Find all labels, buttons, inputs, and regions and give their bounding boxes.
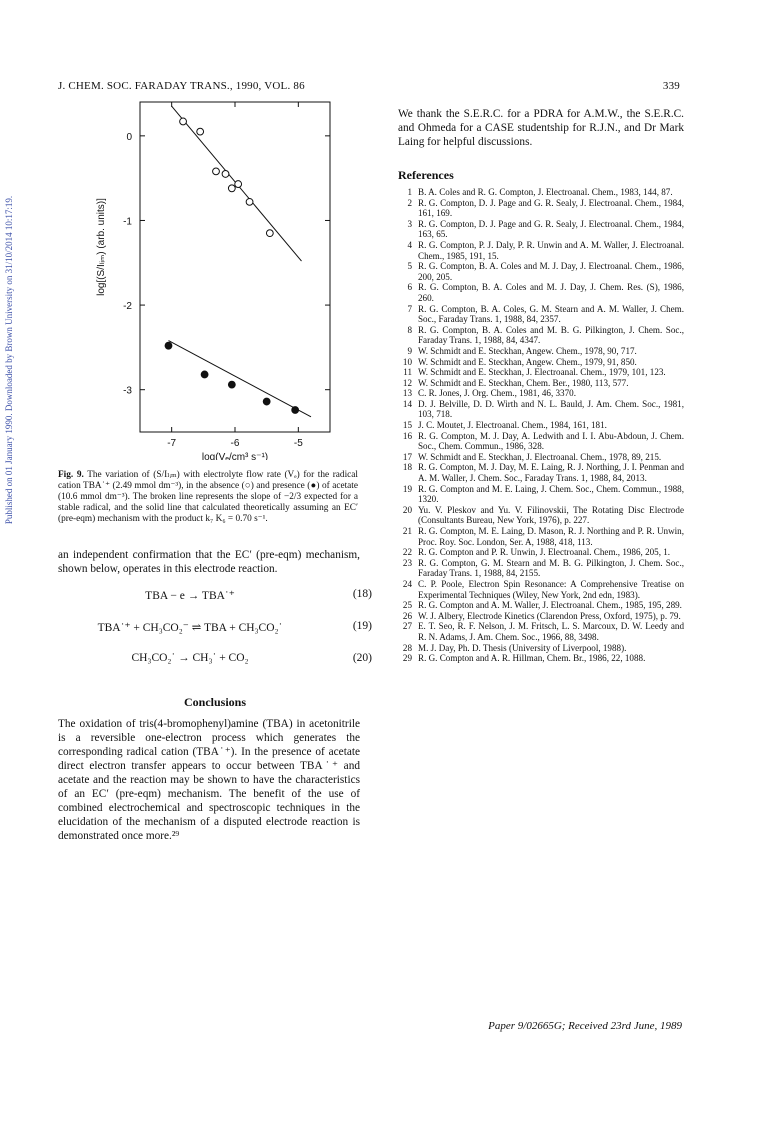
- reference-number: 1: [407, 187, 412, 197]
- caption-label: Fig. 9.: [58, 470, 84, 480]
- reference-text: R. G. Compton, D. J. Page and G. R. Sealy, J. Electroanal. Chem., 1984, 161, 169.: [418, 197, 684, 219]
- reference-item: [398, 611, 684, 622]
- reference-text: R. G. Compton and A. M. Waller, J. Electroanal. Chem., 1985, 195, 289.: [418, 600, 682, 611]
- reference-item: [398, 431, 684, 452]
- reference-item: [398, 579, 684, 600]
- reference-item: [398, 558, 684, 579]
- reference-text: C. P. Poole, Electron Spin Resonance: A Comprehensive Treatise on Experimental Techniques (Wiley, New York, 2nd edn, 1983).: [418, 578, 684, 600]
- reference-text: Yu. V. Pleskov and Yu. V. Filinovskii, The Rotating Disc Electrode (Consultants Bureau, New York, 1976), p. 227.: [418, 504, 684, 526]
- reference-item: [398, 621, 684, 642]
- equation-19: [58, 620, 372, 636]
- reference-text: W. J. Albery, Electrode Kinetics (Clarendon Press, Oxford, 1975), p. 79.: [418, 610, 681, 621]
- data-point-open: [266, 230, 273, 237]
- reference-item: [398, 505, 684, 526]
- reference-number: 16: [402, 430, 412, 441]
- reference-number: 12: [402, 377, 412, 388]
- reference-text: R. G. Compton, B. A. Coles and M. J. Day, J. Electroanal. Chem., 1986, 200, 205.: [418, 261, 684, 282]
- reference-item: [398, 346, 684, 357]
- reference-text: R. G. Compton, B. A. Coles and M. B. G. Pilkington, J. Chem. Soc., Faraday Trans. 1, 1988, 84, 4347.: [418, 324, 684, 346]
- reference-item: [398, 198, 684, 219]
- conclusions-text: The oxidation of tris(4-bromophenyl)amine (TBA) in acetonitrile is a reversible one-electron process which generates the corresponding radical cation (TBA˙⁺). In the presence of acetate direct electron transfer appears to occur between TBA˙⁺ and acetate and the reaction may be shown to have the characteristics of an EC′ (pre-eqm) mechanism. The benefit of the use of combined electrochemical and spectroscopic techniques in the elucidation of the mechanism of a disputed electrode reaction is demonstrated once more.²⁹: [58, 718, 360, 842]
- reference-list: [398, 187, 684, 664]
- equation-expr: CH₃CO₂˙ → CH₃˙ + CO₂: [131, 652, 249, 664]
- data-point-open: [197, 128, 204, 135]
- equation-number: (18): [352, 588, 372, 600]
- x-axis-label: log(Vₑ/cm³ s⁻¹): [201, 452, 269, 460]
- equation-expr: TBA˙⁺ + CH₃CO₂⁻ ⇌ TBA + CH₃CO₂˙: [97, 622, 283, 634]
- equation-20: [58, 652, 372, 668]
- figure-9: [90, 100, 350, 460]
- reference-number: 28: [402, 642, 412, 653]
- paper-received-line: Paper 9/02665G; Received 23rd June, 1989: [488, 1020, 682, 1032]
- data-point-filled: [201, 371, 208, 378]
- references-heading: References: [398, 168, 454, 182]
- reference-text: B. A. Coles and R. G. Compton, J. Electroanal. Chem., 1983, 144, 87.: [418, 187, 673, 197]
- reference-text: R. G. Compton, D. J. Page and G. R. Sealy, J. Electroanal. Chem., 1984, 163, 65.: [418, 218, 684, 240]
- reference-text: W. Schmidt and E. Steckhan, J. Electroanal. Chem., 1978, 89, 215.: [418, 451, 662, 462]
- reference-text: D. J. Belville, D. D. Wirth and N. L. Bauld, J. Am. Chem. Soc., 1981, 103, 718.: [418, 398, 684, 420]
- data-point-open: [180, 118, 187, 125]
- journal-title: J. CHEM. SOC. FARADAY TRANS., 1990, VOL. 86: [58, 80, 305, 92]
- y-tick-label: -1: [123, 216, 132, 228]
- reference-text: R. G. Compton, G. M. Stearn and M. B. G. Pilkington, J. Chem. Soc., Faraday Trans. 1, 1988, 84, 2155.: [418, 557, 684, 579]
- reference-item: [398, 653, 684, 664]
- reference-item: [398, 325, 684, 346]
- reference-text: R. G. Compton and A. R. Hillman, Chem. Br., 1986, 22, 1088.: [418, 653, 646, 664]
- reference-number: 24: [402, 578, 412, 589]
- x-tick-label: -5: [293, 438, 303, 449]
- fit-line: [169, 341, 312, 417]
- reference-number: 10: [402, 356, 412, 367]
- reference-number: 5: [407, 261, 412, 272]
- reference-number: 9: [407, 345, 412, 356]
- reference-text: C. R. Jones, J. Org. Chem., 1981, 46, 3370.: [418, 388, 576, 399]
- reference-item: [398, 282, 684, 303]
- y-tick-label: -3: [123, 385, 132, 397]
- reference-text: R. G. Compton and P. R. Unwin, J. Electroanal. Chem., 1986, 205, 1.: [418, 547, 671, 558]
- data-point-open: [228, 185, 235, 192]
- reference-number: 18: [402, 462, 412, 473]
- page-number: 339: [662, 80, 680, 92]
- reference-item: [398, 484, 684, 505]
- reference-item: [398, 240, 684, 261]
- reference-number: 25: [402, 600, 412, 611]
- download-watermark: [0, 0, 18, 1127]
- reference-number: 15: [402, 420, 412, 431]
- y-tick-label: 0: [126, 131, 132, 143]
- reference-number: 8: [407, 324, 412, 335]
- reference-number: 19: [402, 483, 412, 494]
- reference-item: [398, 388, 684, 399]
- reference-number: 23: [402, 557, 412, 568]
- caption-text: The variation of (S/Iₗᵢₘ) with electrolyte flow rate (Vₑ) for the radical cation TBA˙⁺ (2.49 mmol dm⁻³), in the absence (○) and presence (●) of acetate (10.6 mmol dm⁻³). The broken line represents the slope of −2/3 expected for a stable radical, and the solid line that calculated theoretically assuming an EC′ (pre-eqm) mechanism with the product k₇ K₆ = 0.70 s⁻¹.: [58, 470, 358, 524]
- acknowledgements: We thank the S.E.R.C. for a PDRA for A.M.W., the S.E.R.C. and Ohmeda for a CASE studentship for R.J.N., and Dr Mark Laing for helpful discussions.: [398, 108, 684, 148]
- reference-number: 11: [403, 367, 412, 378]
- data-point-open: [246, 198, 253, 205]
- reference-text: E. T. Seo, R. F. Nelson, J. M. Fritsch, L. S. Marcoux, D. W. Leedy and R. N. Adams, J. Am. Chem. Soc., 1966, 88, 3498.: [418, 621, 684, 642]
- reference-text: W. Schmidt and E. Steckhan, Chem. Ber., 1980, 113, 577.: [418, 377, 629, 388]
- reference-number: 3: [407, 218, 412, 229]
- equation-18: [58, 588, 372, 604]
- reference-item: [398, 378, 684, 389]
- reference-number: 27: [402, 621, 412, 632]
- reference-text: W. Schmidt and E. Steckhan, J. Electroanal. Chem., 1979, 101, 123.: [418, 367, 666, 378]
- x-tick-label: -6: [230, 438, 240, 449]
- reference-text: R. G. Compton, P. J. Daly, P. R. Unwin and A. M. Waller, J. Electroanal. Chem., 1985, 191, 15.: [418, 239, 684, 261]
- running-header: [58, 80, 680, 92]
- reference-item: [398, 304, 684, 325]
- reference-item: [398, 452, 684, 463]
- reference-text: W. Schmidt and E. Steckhan, Angew. Chem., 1978, 90, 717.: [418, 345, 637, 356]
- reference-number: 20: [402, 504, 412, 515]
- reference-number: 29: [402, 653, 412, 664]
- reference-text: R. G. Compton, B. A. Coles, G. M. Stearn and A. M. Waller, J. Chem. Soc., Faraday Trans. 1, 1988, 84, 2357.: [418, 303, 684, 325]
- data-point-filled: [228, 381, 235, 388]
- reference-number: 6: [407, 282, 412, 293]
- reference-text: R. G. Compton, B. A. Coles and M. J. Day, J. Chem. Res. (S), 1986, 260.: [418, 282, 684, 303]
- y-tick-label: -2: [123, 301, 132, 313]
- watermark-text: Published on 01 January 1990. Downloaded by Brown University on 31/10/2014 10:17:19.: [4, 195, 14, 525]
- reference-number: 26: [402, 610, 412, 621]
- data-point-filled: [292, 407, 299, 414]
- conclusions-heading: Conclusions: [183, 695, 247, 709]
- data-point-open: [213, 168, 220, 175]
- chart-svg: [90, 100, 350, 460]
- data-point-filled: [263, 398, 270, 405]
- figure-caption: [58, 470, 358, 525]
- reference-item: [398, 526, 684, 547]
- reference-text: R. G. Compton, M. J. Day, A. Ledwith and I. I. Abu-Abdoun, J. Chem. Soc., Chem. Commun., 1986, 328.: [418, 430, 684, 452]
- reference-item: [398, 420, 684, 431]
- data-point-open: [235, 181, 242, 188]
- reference-item: [398, 399, 684, 420]
- data-point-filled: [165, 342, 172, 349]
- reference-number: 13: [402, 388, 412, 399]
- y-axis-label: log[(S/Iₗᵢₘ) (arb. units)]: [96, 198, 107, 296]
- reference-text: W. Schmidt and E. Steckhan, Angew. Chem., 1979, 91, 850.: [418, 356, 637, 367]
- reference-item: [398, 547, 684, 558]
- equation-number: (20): [352, 652, 372, 664]
- reference-item: [398, 187, 684, 198]
- reference-number: 17: [402, 451, 412, 462]
- reference-item: [398, 357, 684, 368]
- body-paragraph-1: an independent confirmation that the EC′ (pre-eqm) mechanism, shown below, operates in this electrode reaction.: [58, 549, 360, 575]
- reference-number: 4: [407, 239, 412, 250]
- reference-item: [398, 367, 684, 378]
- equation-expr: TBA − e → TBA˙⁺: [145, 590, 235, 602]
- equation-number: (19): [352, 620, 372, 632]
- reference-text: M. J. Day, Ph. D. Thesis (University of Liverpool, 1988).: [418, 642, 627, 653]
- reference-item: [398, 462, 684, 483]
- reference-text: R. G. Compton, M. E. Laing, D. Mason, R. J. Northing and P. R. Unwin, Proc. Roy. Soc. London, Ser. A, 1988, 418, 113.: [418, 526, 684, 547]
- data-point-open: [222, 171, 229, 178]
- reference-number: 7: [407, 303, 412, 314]
- reference-item: [398, 261, 684, 282]
- reference-number: 2: [407, 197, 412, 208]
- reference-number: 21: [402, 526, 412, 536]
- reference-text: R. G. Compton, M. J. Day, M. E. Laing, R. J. Northing, J. I. Penman and A. M. Waller, J. Chem. Soc., Faraday Trans. 1, 1988, 84, 2013.: [418, 462, 684, 484]
- reference-number: 22: [402, 547, 412, 558]
- reference-item: [398, 643, 684, 654]
- reference-text: J. C. Moutet, J. Electroanal. Chem., 1984, 161, 181.: [418, 420, 607, 431]
- x-tick-label: -7: [167, 438, 177, 449]
- reference-number: 14: [402, 398, 412, 409]
- reference-item: [398, 600, 684, 611]
- reference-text: R. G. Compton and M. E. Laing, J. Chem. Soc., Chem. Commun., 1988, 1320.: [418, 483, 684, 505]
- reference-item: [398, 219, 684, 240]
